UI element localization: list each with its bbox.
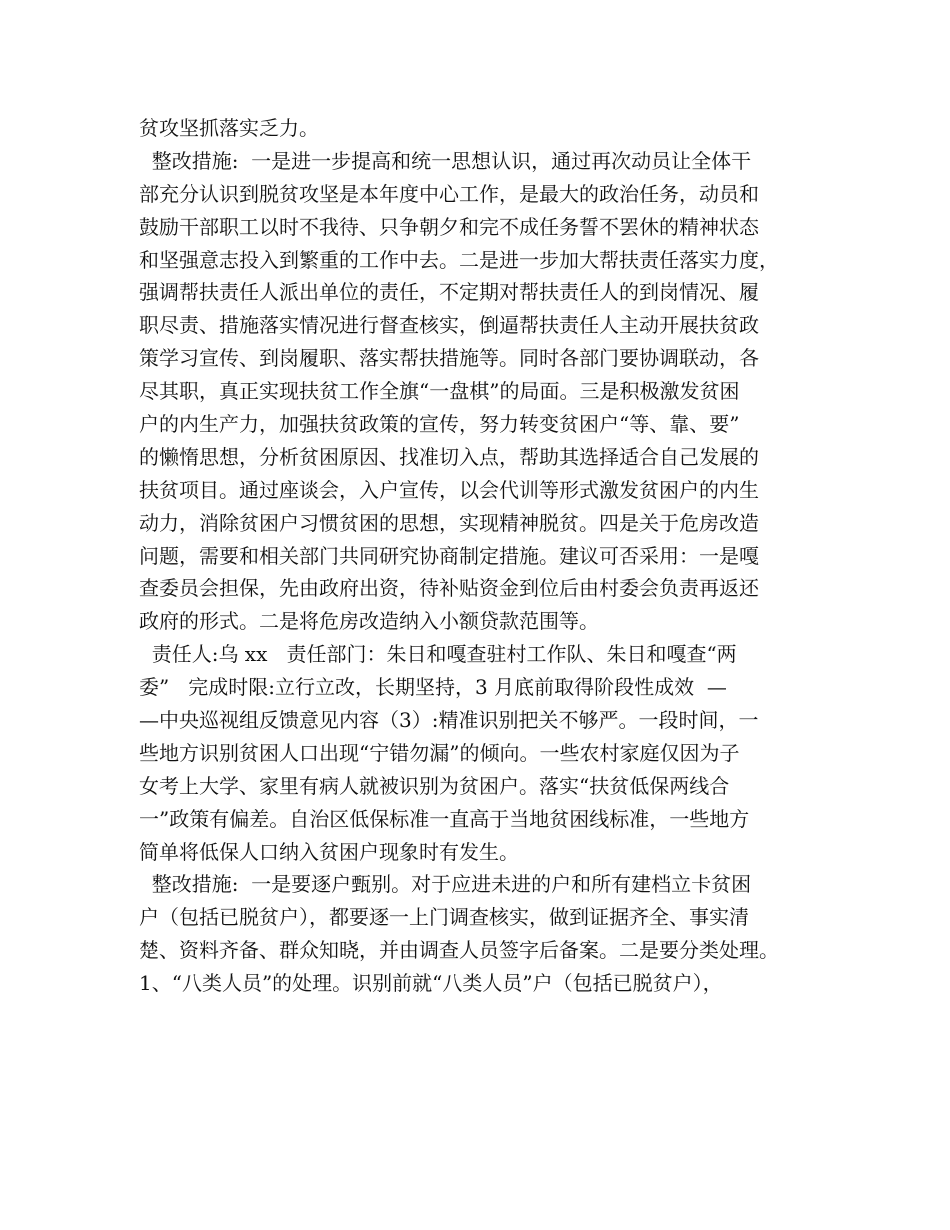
text-line: 整改措施: 一是进一步提高和统一思想认识，通过再次动员让全体干 <box>139 148 752 173</box>
text-line: —中央巡视组反馈意见内容（3）:精准识别把关不够严。一段时间，一 <box>139 708 759 733</box>
text-line: 责任人:乌 xx 责任部门：朱日和嘎查驻村工作队、朱日和嘎查“两 <box>139 642 737 667</box>
text-line: 职尽责、措施落实情况进行督查核实，倒逼帮扶责任人主动开展扶贫政 <box>139 313 759 338</box>
text-line: 政府的形式。二是将危房改造纳入小额贷款范围等。 <box>139 609 599 634</box>
text-line: 问题，需要和相关部门共同研究协商制定措施。建议可否采用：一是嘎 <box>139 543 759 568</box>
text-line: 1、“八类人员”的处理。识别前就“八类人员”户（包括已脱贫户）， <box>139 971 723 996</box>
text-line: 部充分认识到脱贫攻坚是本年度中心工作，是最大的政治任务，动员和 <box>139 181 759 206</box>
text-line: 简单将低保人口纳入贫困户现象时有发生。 <box>139 839 519 864</box>
document-body <box>139 112 839 1000</box>
text-line: 女考上大学、家里有病人就被识别为贫困户。落实“扶贫低保两线合 <box>139 773 730 798</box>
text-line: 扶贫项目。通过座谈会，入户宣传，以会代训等形式激发贫困户的内生 <box>139 477 759 502</box>
text-line: 些地方识别贫困人口出现“宁错勿漏”的倾向。一些农村家庭仅因为子 <box>139 740 740 765</box>
text-line: 鼓励干部职工以时不我待、只争朝夕和完不成任务誓不罢休的精神状态 <box>139 214 759 239</box>
text-line: 尽其职，真正实现扶贫工作全旗“一盘棋”的局面。三是积极激发贫困 <box>139 379 740 404</box>
text-line: 楚、资料齐备、群众知晓，并由调查人员签字后备案。二是要分类处理。 <box>139 938 779 963</box>
text-line: 动力，消除贫困户习惯贫困的思想，实现精神脱贫。四是关于危房改造 <box>139 510 759 535</box>
text-line: 委” 完成时限:立行立改，长期坚持，3 月底前取得阶段性成效 — <box>139 675 727 700</box>
text-line: 和坚强意志投入到繁重的工作中去。二是进一步加大帮扶责任落实力度， <box>139 247 779 272</box>
text-line: 策学习宣传、到岗履职、落实帮扶措施等。同时各部门要协调联动，各 <box>139 346 759 371</box>
text-line: 一”政策有偏差。自治区低保标准一直高于当地贫困线标准，一些地方 <box>139 806 750 831</box>
text-line: 的懒惰思想，分析贫困原因、找准切入点，帮助其选择适合自己发展的 <box>139 444 759 469</box>
text-line: 强调帮扶责任人派出单位的责任，不定期对帮扶责任人的到岗情况、履 <box>139 280 759 305</box>
text-line: 户的内生产力，加强扶贫政策的宣传，努力转变贫困户“等、靠、要” <box>139 412 740 437</box>
text-line: 查委员会担保，先由政府出资，待补贴资金到位后由村委会负责再返还 <box>139 576 759 601</box>
text-line: 户（包括已脱贫户），都要逐一上门调查核实，做到证据齐全、事实清 <box>139 905 749 930</box>
text-line: 整改措施: 一是要逐户甄别。对于应进未进的户和所有建档立卡贫困 <box>139 872 752 897</box>
text-line: 贫攻坚抓落实乏力。 <box>139 116 319 140</box>
